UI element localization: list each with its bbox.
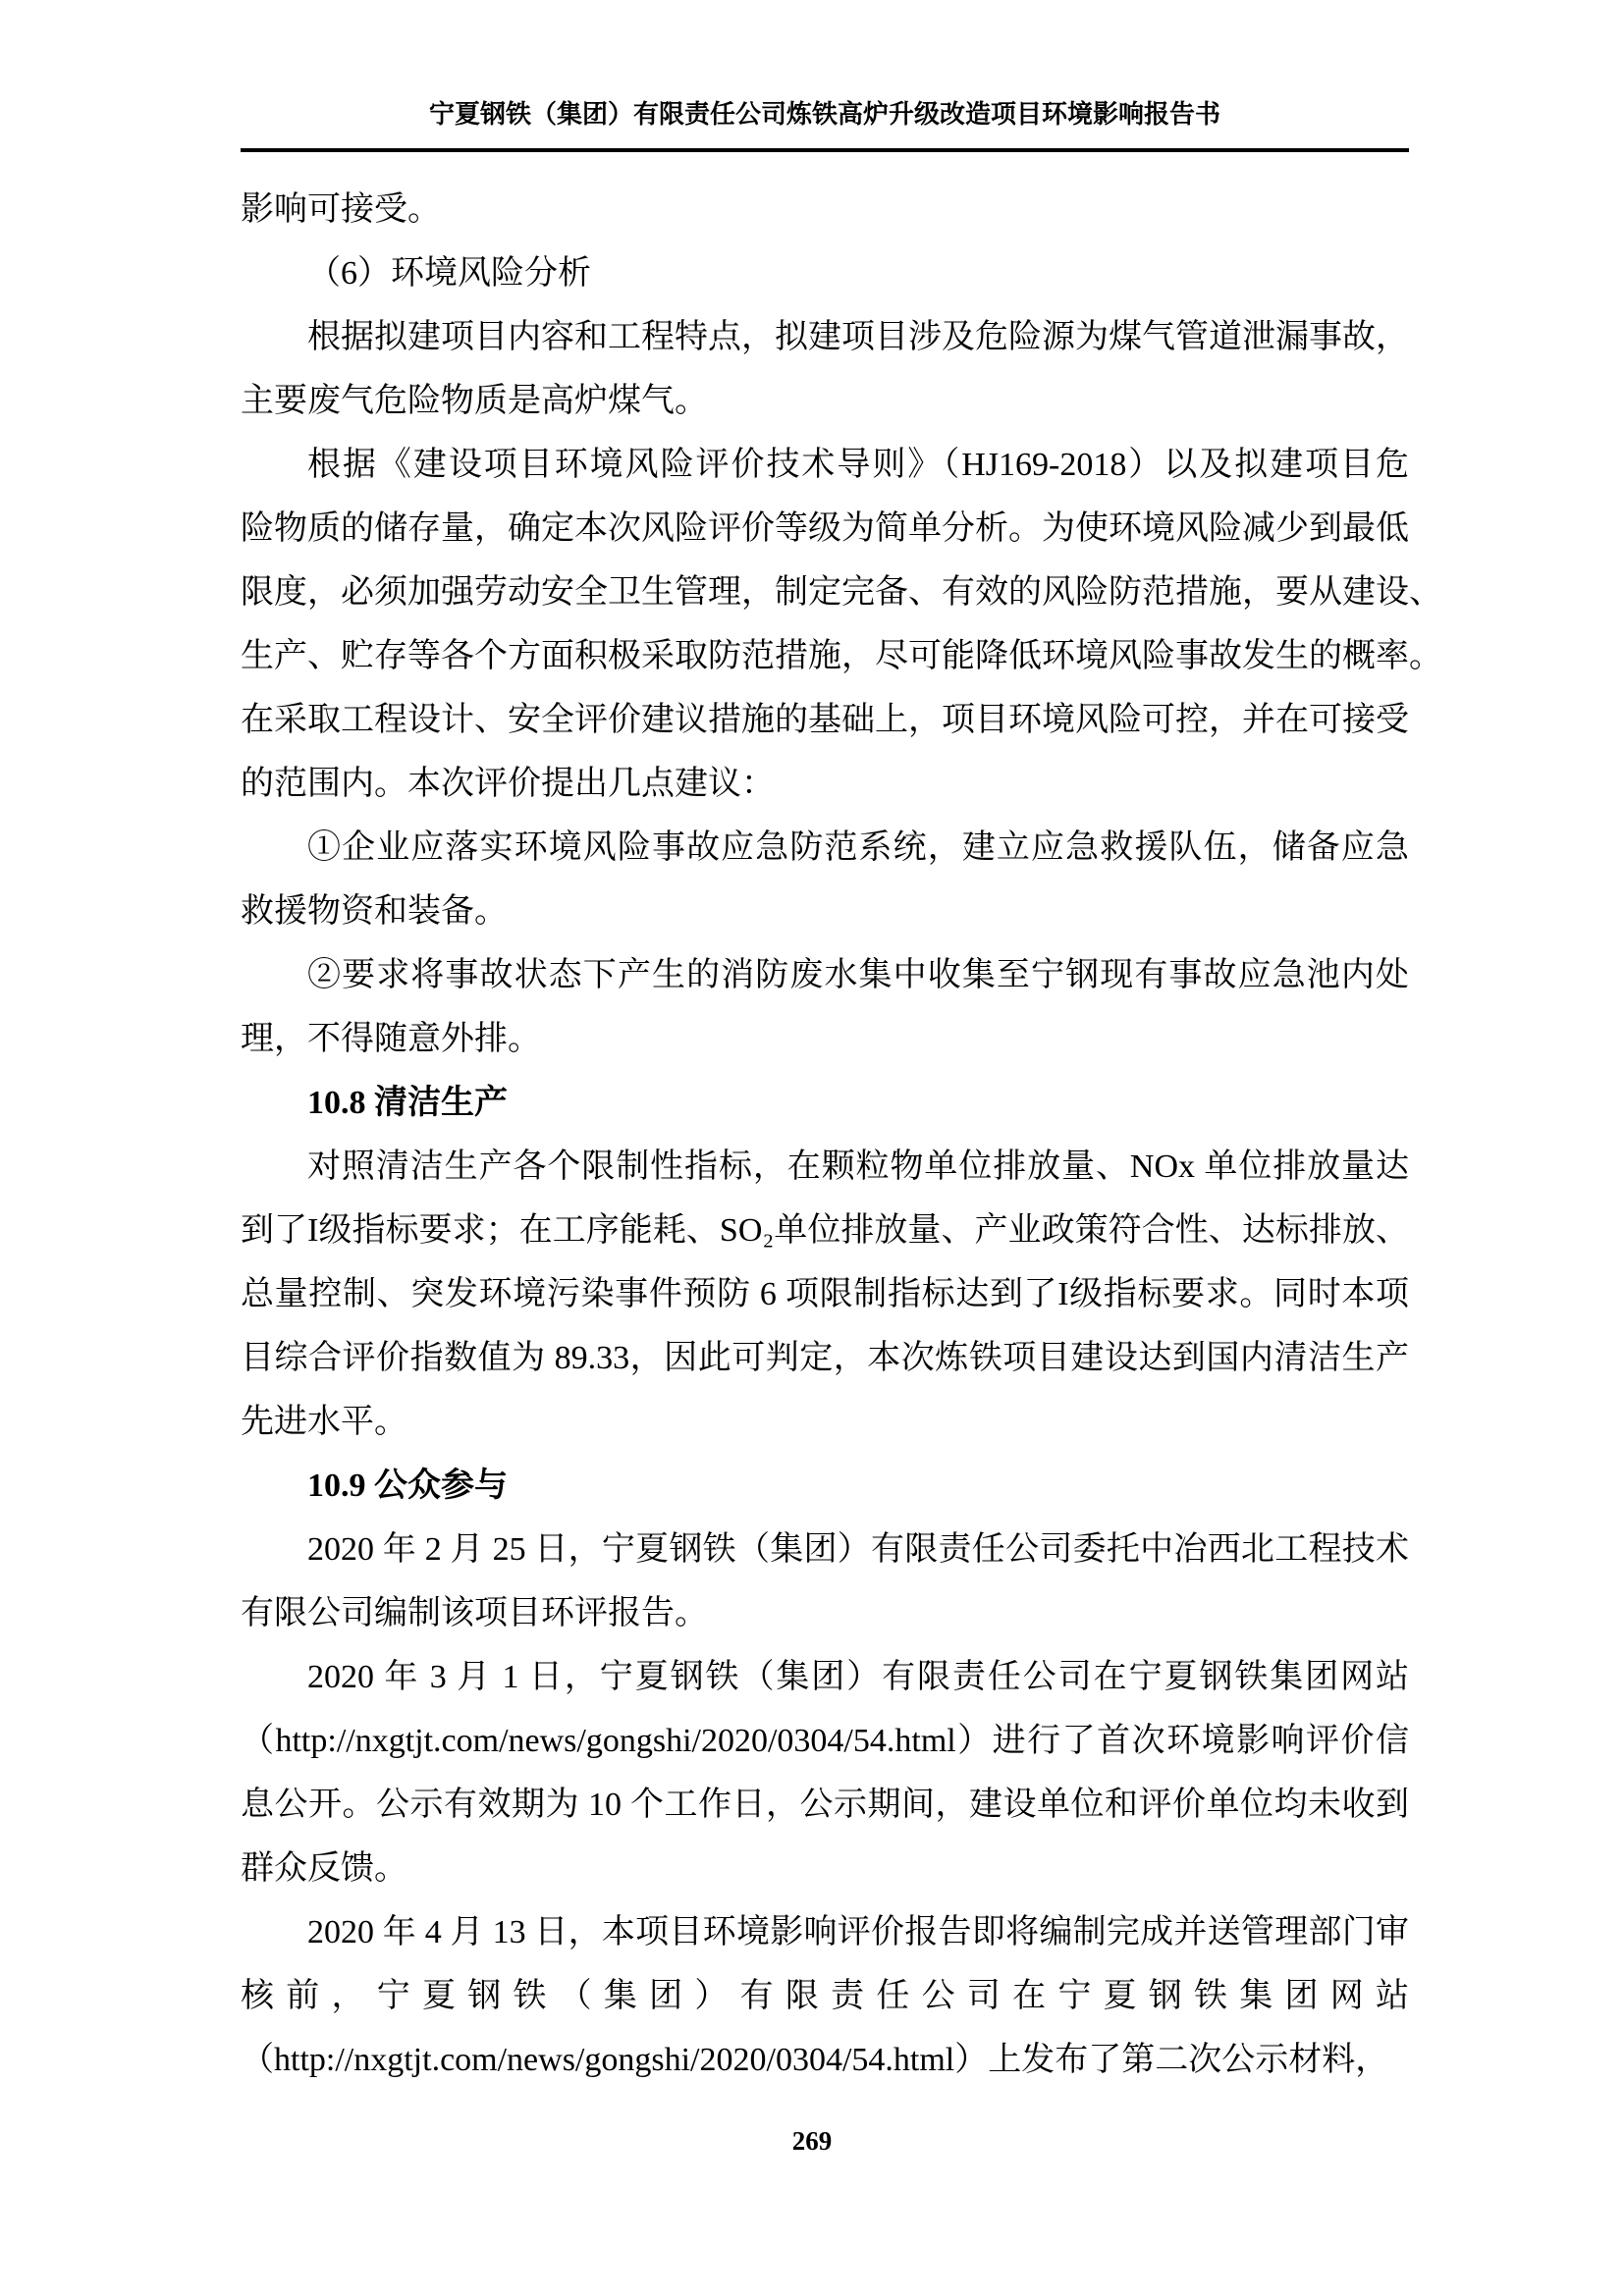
text-line-url: （http://nxgtjt.com/news/gongshi/2020/0304/54.html）上发布了第二次公示材料， <box>241 2042 1389 2078</box>
section-heading-10-8: 10.8 清洁生产 <box>307 1085 508 1121</box>
text-line: 目综合评价指数值为 89.33，因此可判定，本次炼铁项目建设达到国内清洁生产 <box>241 1340 1409 1376</box>
text-line: 群众反馈。 <box>241 1850 407 1887</box>
text-line: 险物质的储存量，确定本次风险评价等级为简单分析。为使环境风险减少到最低 <box>241 510 1409 547</box>
text-line: 2020 年 3 月 1 日，宁夏钢铁（集团）有限责任公司在宁夏钢铁集团网站 <box>307 1659 1409 1695</box>
text-line: 总量控制、突发环境污染事件预防 6 项限制指标达到了I级指标要求。同时本项 <box>241 1276 1409 1312</box>
header-rule-divider <box>241 148 1409 152</box>
page-number: 269 <box>791 2126 833 2156</box>
section-heading-10-9: 10.9 公众参与 <box>307 1468 508 1504</box>
text-block <box>241 0 1442 2092</box>
text-line: 有限公司编制该项目环评报告。 <box>241 1595 708 1631</box>
text-line: 主要废气危险物质是高炉煤气。 <box>241 383 708 419</box>
text-line: 的范围内。本次评价提出几点建议： <box>241 766 775 802</box>
text-line: 到了I级指标要求；在工序能耗、SO₂单位排放量、产业政策符合性、达标排放、 <box>241 1212 1409 1249</box>
text-line: 对照清洁生产各个限制性指标，在颗粒物单位排放量、NOx 单位排放量达 <box>307 1148 1409 1185</box>
list-item-1: ①企业应落实环境风险事故应急防范系统，建立应急救援队伍，储备应急 <box>307 829 1409 866</box>
text-line: 影响可接受。 <box>241 191 441 228</box>
text-line: 限度，必须加强劳动安全卫生管理，制定完备、有效的风险防范措施，要从建设、 <box>241 574 1442 611</box>
text-line: 救援物资和装备。 <box>241 893 508 930</box>
text-line: 2020 年 4 月 13 日，本项目环境影响评价报告即将编制完成并送管理部门审 <box>307 1914 1409 1950</box>
text-line: 息公开。公示有效期为 10 个工作日，公示期间，建设单位和评价单位均未收到 <box>241 1787 1409 1823</box>
text-line: 2020 年 2 月 25 日，宁夏钢铁（集团）有限责任公司委托中冶西北工程技术 <box>307 1531 1409 1568</box>
text-line: 核前，宁夏钢铁（集团）有限责任公司在宁夏钢铁集团网站 <box>241 1978 1409 2014</box>
body-text <box>241 178 1442 2092</box>
text-line: 根据拟建项目内容和工程特点，拟建项目涉及危险源为煤气管道泄漏事故， <box>307 319 1409 355</box>
text-line: 理，不得随意外排。 <box>241 1021 541 1057</box>
text-line-url: （http://nxgtjt.com/news/gongshi/2020/0304/54.html）进行了首次环境影响评价信 <box>241 1723 1409 1759</box>
text-line: 根据《建设项目环境风险评价技术导则》（HJ169-2018）以及拟建项目危 <box>307 447 1409 483</box>
subheading-6-env-risk: （6）环境风险分析 <box>307 255 591 292</box>
text-line: 生产、贮存等各个方面积极采取防范措施，尽可能降低环境风险事故发生的概率。 <box>241 638 1442 674</box>
list-item-2: ②要求将事故状态下产生的消防废水集中收集至宁钢现有事故应急池内处 <box>307 957 1409 993</box>
page-header-title: 宁夏钢铁（集团）有限责任公司炼铁高炉升级改造项目环境影响报告书 <box>428 100 1220 129</box>
text-line: 在采取工程设计、安全评价建议措施的基础上，项目环境风险可控，并在可接受 <box>241 702 1409 738</box>
text-line: 先进水平。 <box>241 1404 407 1440</box>
